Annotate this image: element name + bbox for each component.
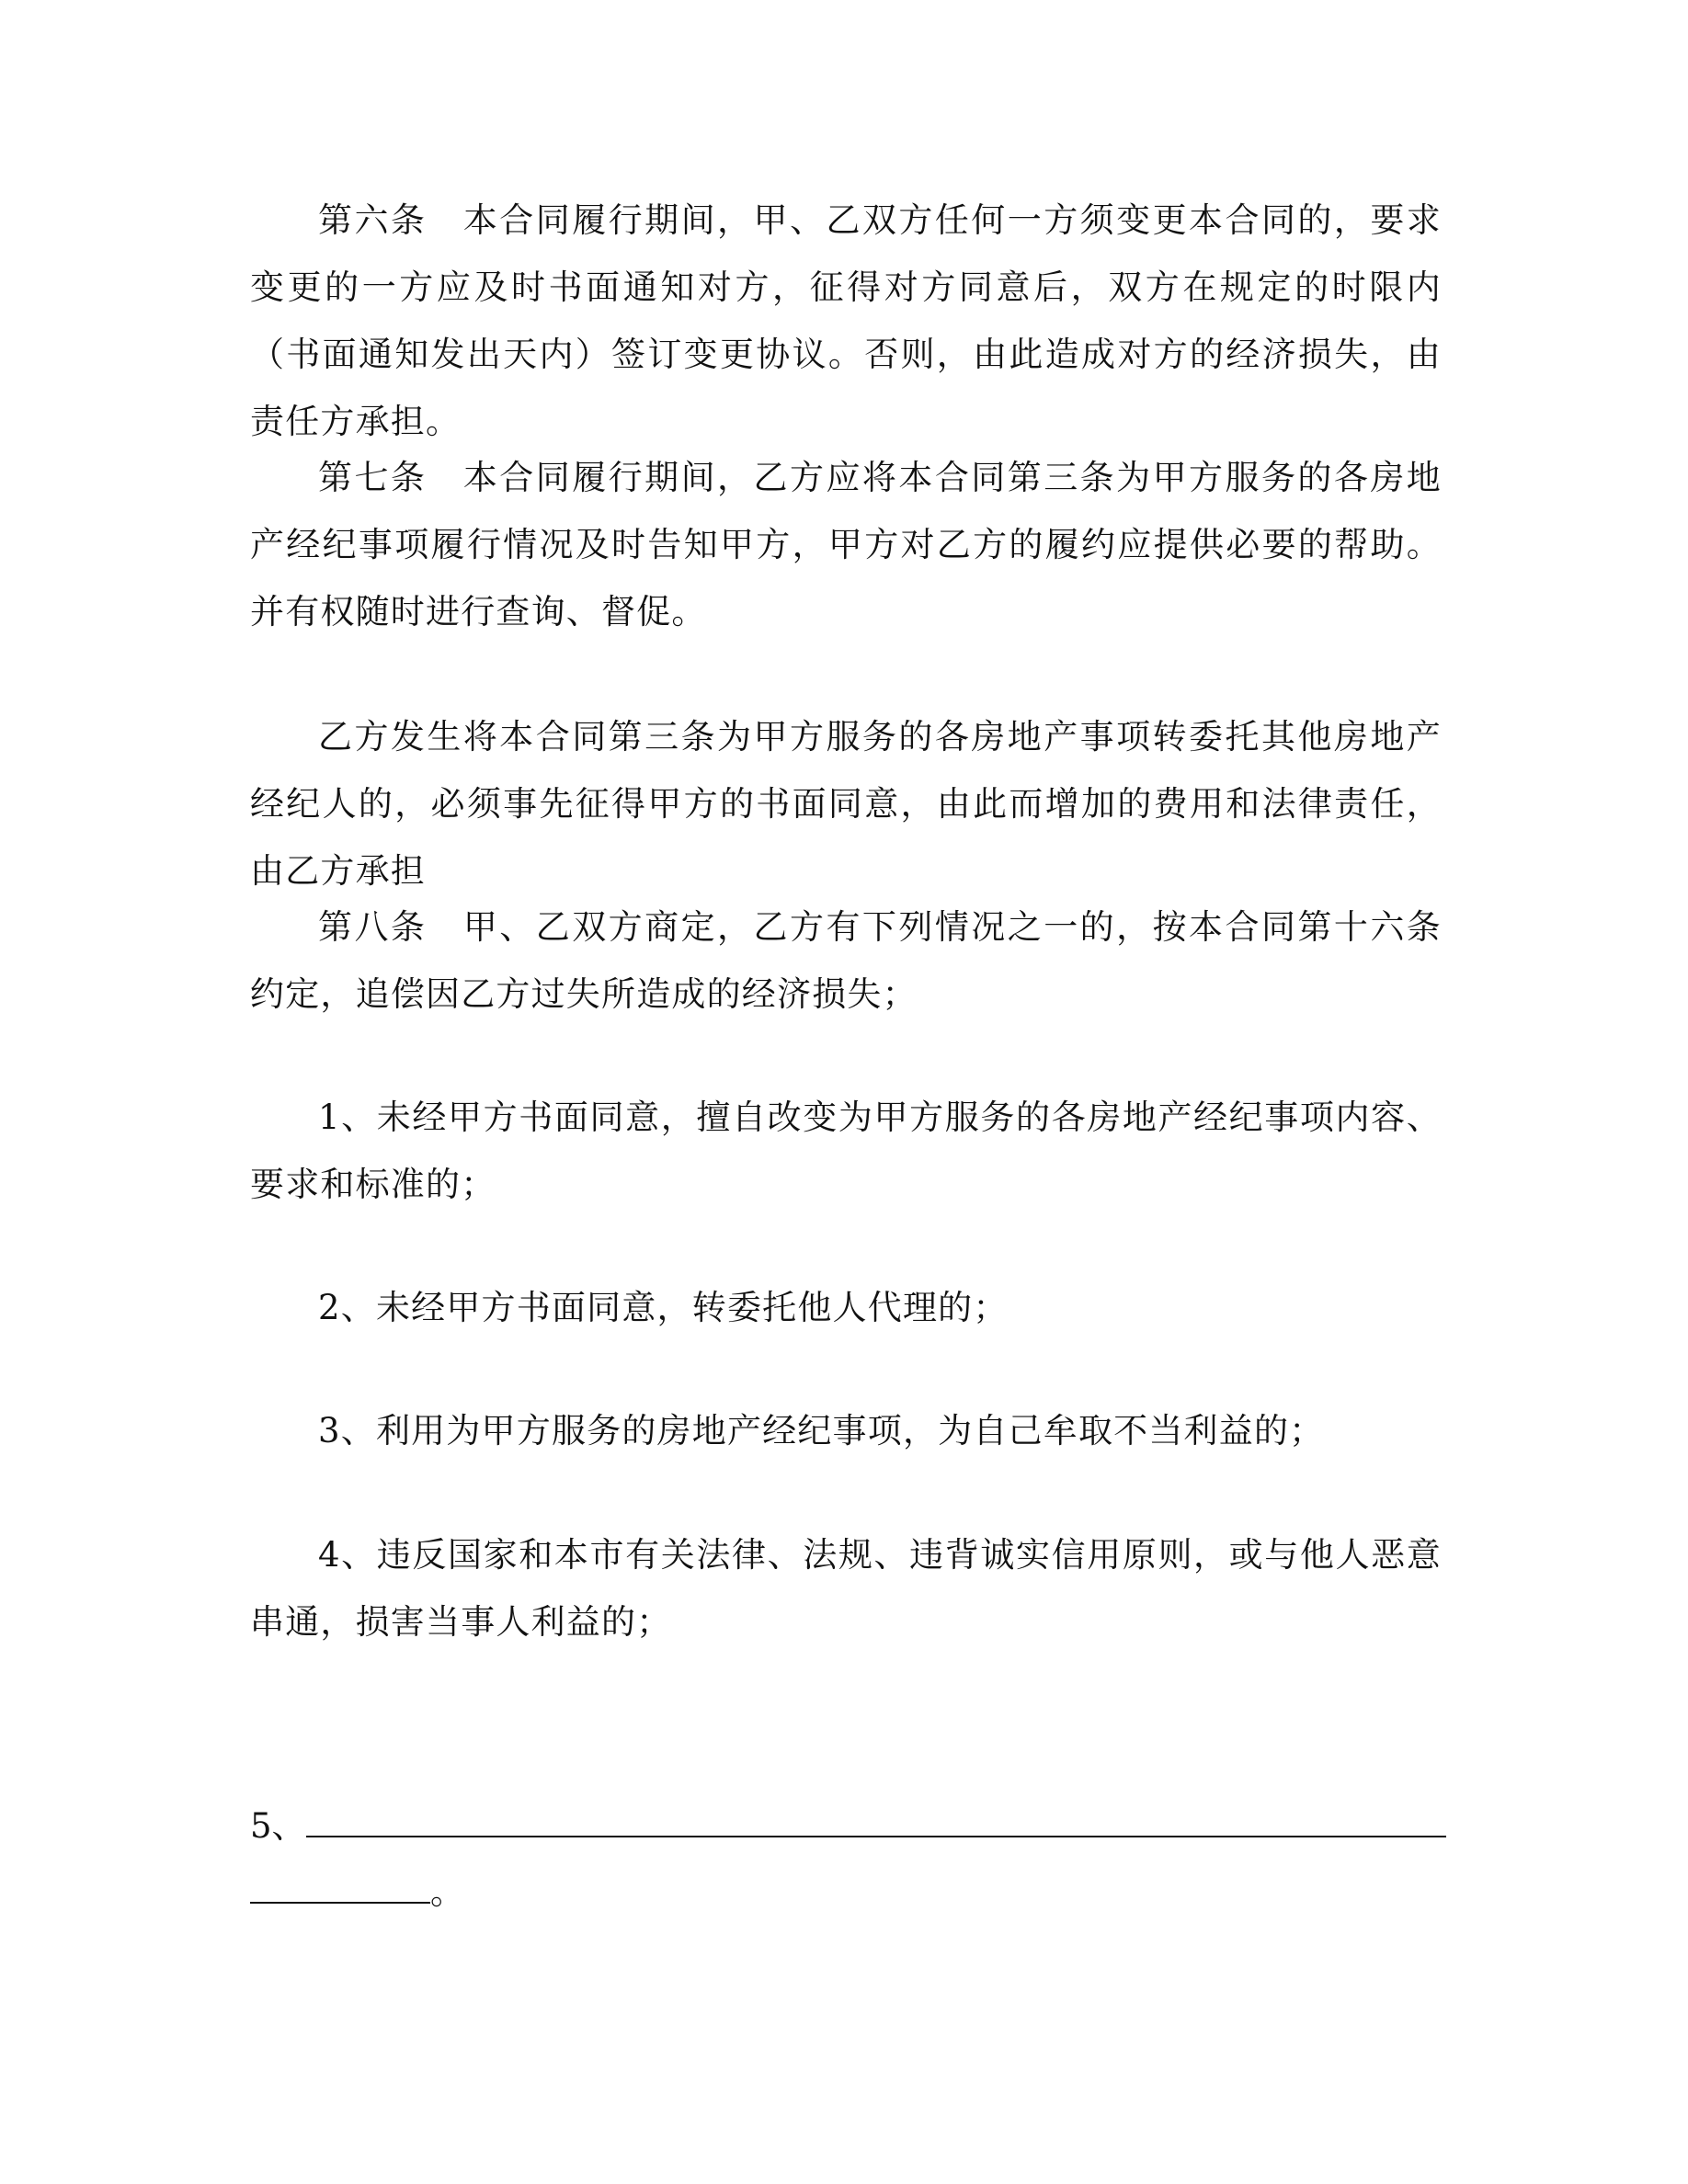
list-item-5-label: 5、 — [250, 1806, 306, 1846]
article-7-subclause-paragraph: 乙方发生将本合同第三条为甲方服务的各房地产事项转委托其他房地产经纪人的，必须事先征得甲方的书面同意，由此而增加的费用和法律责任，由乙方承担 — [250, 717, 1442, 891]
list-item-4: 4、违反国家和本市有关法律、法规、违背诚实信用原则，或与他人恶意串通，损害当事人利益的； — [250, 1535, 1442, 1642]
list-item-2: 2、未经甲方书面同意，转委托他人代理的； — [318, 1288, 1009, 1327]
article-6-paragraph: 第六条 本合同履行期间，甲、乙双方任何一方须变更本合同的，要求变更的一方应及时书面通知对方，征得对方同意后，双方在规定的时限内（书面通知发出天内）签订变更协议。否则，由此造成对方的经济损失，由责任方承担。 — [250, 200, 1442, 441]
article-7-paragraph: 第七条 本合同履行期间，乙方应将本合同第三条为甲方服务的各房地产经纪事项履行情况及时告知甲方，甲方对乙方的履约应提供必要的帮助。并有权随时进行查询、督促。 — [250, 458, 1442, 631]
list-item-5-end-mark: 。 — [430, 1872, 464, 1912]
article-8-paragraph: 第八条 甲、乙双方商定，乙方有下列情况之一的，按本合同第十六条约定，追偿因乙方过失所造成的经济损失； — [250, 907, 1442, 1014]
fill-in-blank-line-short — [250, 1863, 430, 1904]
list-item-1: 1、未经甲方书面同意，擅自改变为甲方服务的各房地产经纪事项内容、要求和标准的； — [250, 1098, 1442, 1204]
fill-in-blank-line — [306, 1797, 1446, 1837]
list-item-5-row — [250, 1792, 1442, 1860]
list-item-3: 3、利用为甲方服务的房地产经纪事项，为自己牟取不当利益的； — [318, 1411, 1325, 1450]
list-item-5-continuation — [250, 1859, 464, 1926]
